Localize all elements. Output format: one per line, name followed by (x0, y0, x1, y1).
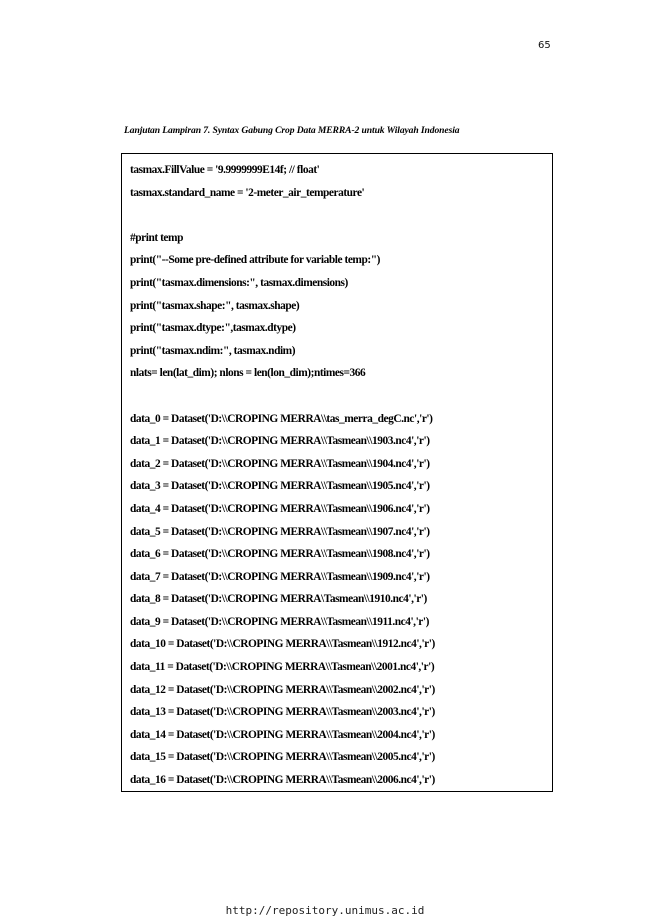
code-line: tasmax.standard_name = '2-meter_air_temperature' (130, 186, 365, 199)
code-line: data_2 = Dataset('D:\\CROPING MERRA\\Tasmean\\1904.nc4','r') (130, 457, 430, 470)
code-line: data_8 = Dataset('D:\\CROPING MERRA\Tasmean\\1910.nc4','r') (130, 593, 427, 606)
code-line: data_7 = Dataset('D:\\CROPING MERRA\\Tasmean\\1909.nc4','r') (130, 570, 430, 583)
code-line: data_10 = Dataset('D:\\CROPING MERRA\\Tasmean\\1912.nc4','r') (130, 638, 435, 651)
code-line: data_5 = Dataset('D:\\CROPING MERRA\\Tasmean\\1907.nc4','r') (130, 525, 430, 538)
code-line: data_16 = Dataset('D:\\CROPING MERRA\\Tasmean\\2006.nc4','r') (130, 774, 435, 787)
code-line (130, 204, 552, 227)
code-line: tasmax.FillValue = '9.9999999E14f; // float' (130, 164, 320, 176)
code-line: data_4 = Dataset('D:\\CROPING MERRA\\Tasmean\\1906.nc4','r') (130, 502, 430, 515)
code-line: data_11 = Dataset('D:\\CROPING MERRA\\Tasmean\\2001.nc4','r') (130, 661, 435, 674)
code-line: print("tasmax.dimensions:", tasmax.dimensions) (130, 276, 348, 289)
code-line: data_15 = Dataset('D:\\CROPING MERRA\\Tasmean\\2005.nc4','r') (130, 751, 435, 764)
code-line: data_0 = Dataset('D:\\CROPING MERRA\\tas_merra_degC.nc','r') (130, 412, 433, 425)
code-line: #print temp (130, 231, 183, 244)
code-line: data_13 = Dataset('D:\\CROPING MERRA\\Tasmean\\2003.nc4','r') (130, 706, 435, 719)
code-line: print("tasmax.ndim:", tasmax.ndim) (130, 344, 296, 357)
code-line: nlats= len(lat_dim); nlons = len(lon_dim);ntimes=366 (130, 367, 366, 380)
page-number: 65 (538, 40, 551, 51)
code-line: data_6 = Dataset('D:\\CROPING MERRA\\Tasmean\\1908.nc4','r') (130, 548, 430, 561)
code-line (130, 385, 552, 408)
code-line: data_3 = Dataset('D:\\CROPING MERRA\\Tasmean\\1905.nc4','r') (130, 480, 430, 493)
code-line: data_14 = Dataset('D:\\CROPING MERRA\\Tasmean\\2004.nc4','r') (130, 728, 435, 741)
code-line: print("tasmax.shape:", tasmax.shape) (130, 299, 300, 312)
code-line: data_1 = Dataset('D:\\CROPING MERRA\\Tasmean\\1903.nc4','r') (130, 435, 430, 448)
code-line: data_9 = Dataset('D:\\CROPING MERRA\\Tasmean\\1911.nc4','r') (130, 615, 429, 628)
code-line: data_12 = Dataset('D:\\CROPING MERRA\\Tasmean\\2002.nc4','r') (130, 683, 435, 696)
appendix-caption: Lanjutan Lampiran 7. Syntax Gabung Crop Data MERRA-2 untuk Wilayah Indonesia (124, 125, 460, 136)
code-listing-box (121, 153, 553, 792)
code-line: print("--Some pre-defined attribute for variable temp:") (130, 254, 380, 267)
code-line: print("tasmax.dtype:",tasmax.dtype) (130, 322, 296, 335)
repository-url-link[interactable]: http://repository.unimus.ac.id (225, 904, 425, 917)
